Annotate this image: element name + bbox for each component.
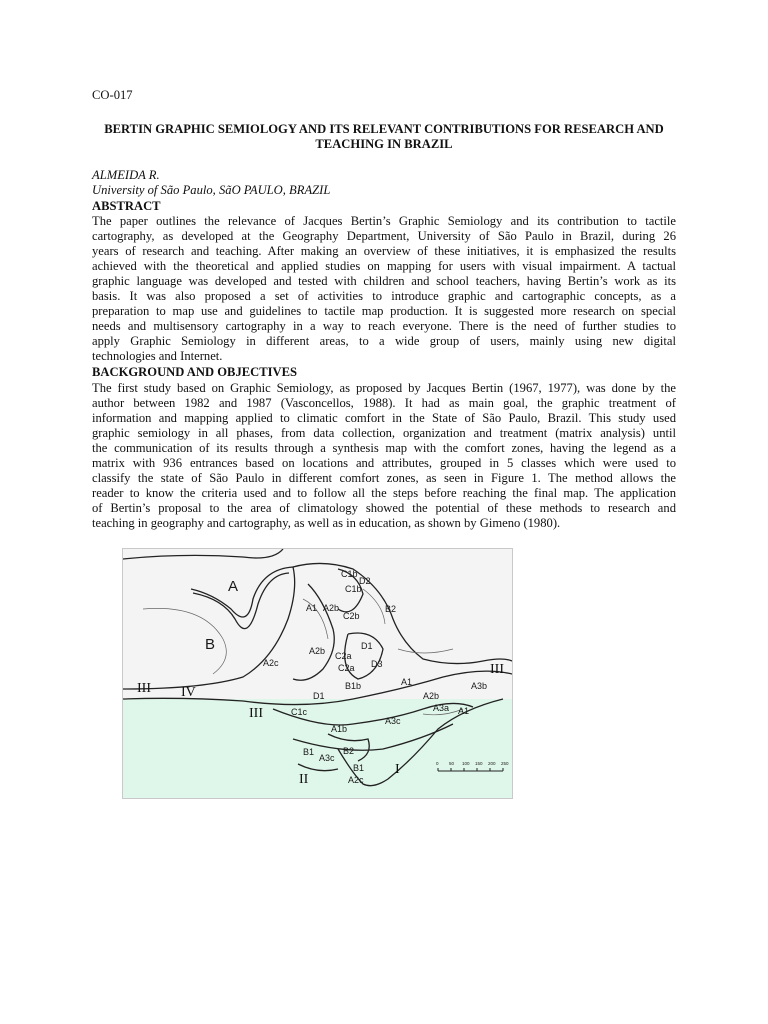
zone-label: A1 (401, 677, 413, 687)
scale-tick-label: 100 (462, 761, 470, 766)
scale-tick-label: 150 (475, 761, 483, 766)
roman-zone-label: III (137, 681, 151, 696)
abstract-line: years of research and teaching. After making an overview of these initiatives, it is emphasized the results (92, 244, 676, 258)
zone-label: A (228, 578, 239, 595)
background-line: teaching in geography and cartography, as well as in education, as shown by Gimeno (1980). (92, 516, 561, 530)
zone-label: A2c (263, 658, 279, 668)
background-line: author between 1982 and 1987 (Vasconcellos, 1988). It had as main goal, the graphic treatment of (92, 396, 676, 410)
abstract-line: cartography, as developed at the Geography Department, University of São Paulo in Brazil, during 26 (92, 229, 676, 243)
scale-tick-label: 0 (436, 761, 439, 766)
abstract-line: preparation to map use and guidelines to tactile map production. It is suggested more research on special (92, 304, 676, 318)
zone-label: C1b (345, 584, 362, 594)
abstract-line: needs and multisensory cartography in a way to reach everyone. There is the need of further studies to (92, 319, 676, 333)
zone-label: C1b (341, 569, 358, 579)
background-line: The first study based on Graphic Semiology, as proposed by Jacques Bertin (1967, 1977), was done by the (92, 381, 676, 395)
paper-title: BERTIN GRAPHIC SEMIOLOGY AND ITS RELEVANT CONTRIBUTIONS FOR RESEARCH AND TEACHING IN BRAZIL (104, 122, 664, 151)
abstract-paragraph (92, 214, 676, 364)
zone-label: A2b (423, 691, 440, 701)
zone-label: D2 (359, 576, 371, 586)
zone-label: A3b (471, 681, 488, 691)
scale-tick-label: 250 (501, 761, 509, 766)
zone-label: A3c (385, 716, 401, 726)
zone-label: D1 (361, 641, 373, 651)
abstract-line: The paper outlines the relevance of Jacques Bertin’s Graphic Semiology and its contribution to tactile (92, 214, 676, 228)
roman-zone-label: III (249, 706, 263, 721)
zone-label: B1 (303, 747, 315, 757)
abstract-line: basis. It was also proposed a set of activities to introduce graphic and cartographic concepts, as a (92, 289, 676, 303)
background-line: information and mapping applied to climatic comfort in the State of São Paulo, Brazil. This study used (92, 411, 676, 425)
abstract-line: apply Graphic Semiology in different areas, to a wide group of users, mainly using new digital (92, 334, 676, 348)
map-lower-background (123, 699, 512, 798)
background-line: graphic semiology in all phases, from data collection, organization and treatment (matrix analysis) until (92, 426, 676, 440)
roman-zone-label: III (490, 662, 504, 677)
figure-1-map (122, 548, 513, 799)
zone-label: D3 (371, 659, 383, 669)
abstract-line: graphic language was developed and tested with children and school teachers, having Bertin’s work as its (92, 274, 676, 288)
zone-label: A2c (348, 775, 364, 785)
zone-label: C2a (335, 651, 352, 661)
zone-label: B2 (343, 746, 355, 756)
background-line: classify the state of São Paulo in different comfort zones, as seen in Figure 1. The method allows the (92, 471, 676, 485)
zone-label: D1 (313, 691, 325, 701)
zone-label: A2b (309, 646, 326, 656)
zone-label: A2b (323, 603, 340, 613)
map-upper-background (123, 549, 512, 699)
zone-label: C2a (338, 663, 355, 673)
abstract-line: technologies and Internet. (92, 349, 223, 363)
zone-label: C2b (343, 611, 360, 621)
zone-label: A3a (433, 703, 450, 713)
author-affiliation: University of São Paulo, SãO PAULO, BRAZIL (92, 183, 331, 197)
zone-label: B1b (345, 681, 362, 691)
zone-label: A1 (306, 603, 318, 613)
roman-zone-label: IV (181, 685, 196, 700)
zone-label: B2 (385, 604, 397, 614)
zone-label: A1 (458, 706, 470, 716)
background-line: reader to know the criteria used and to follow all the steps before reaching the final map. The application (92, 486, 676, 500)
background-paragraph (92, 381, 676, 531)
scale-tick-label: 200 (488, 761, 496, 766)
background-line: matrix with 936 entrances based on locations and attributes, grouped in 5 classes which were used to (92, 456, 676, 470)
background-line: the communication of its results through a synthesis map with the comfort zones, having the legend as a (92, 441, 676, 455)
zone-label: B (205, 636, 216, 653)
roman-zone-label: II (299, 772, 309, 787)
abstract-line: achieved with the theoretical and applied studies on mapping for users with visual impairment. A tactual (92, 259, 676, 273)
comfort-zones-map (123, 549, 512, 798)
author-name: ALMEIDA R. (92, 168, 160, 182)
background-line: of Bertin’s proposal to the area of climatology showed the potential of these methods to research and (92, 501, 676, 515)
zone-label: C1c (291, 707, 308, 717)
scale-tick-label: 50 (449, 761, 455, 766)
background-heading: BACKGROUND AND OBJECTIVES (92, 365, 298, 379)
paper-code: CO-017 (92, 88, 133, 102)
roman-zone-label: I (395, 762, 400, 777)
zone-label: A1b (331, 724, 348, 734)
zone-label: A3c (319, 753, 335, 763)
zone-label: B1 (353, 763, 365, 773)
abstract-heading: ABSTRACT (92, 199, 161, 213)
